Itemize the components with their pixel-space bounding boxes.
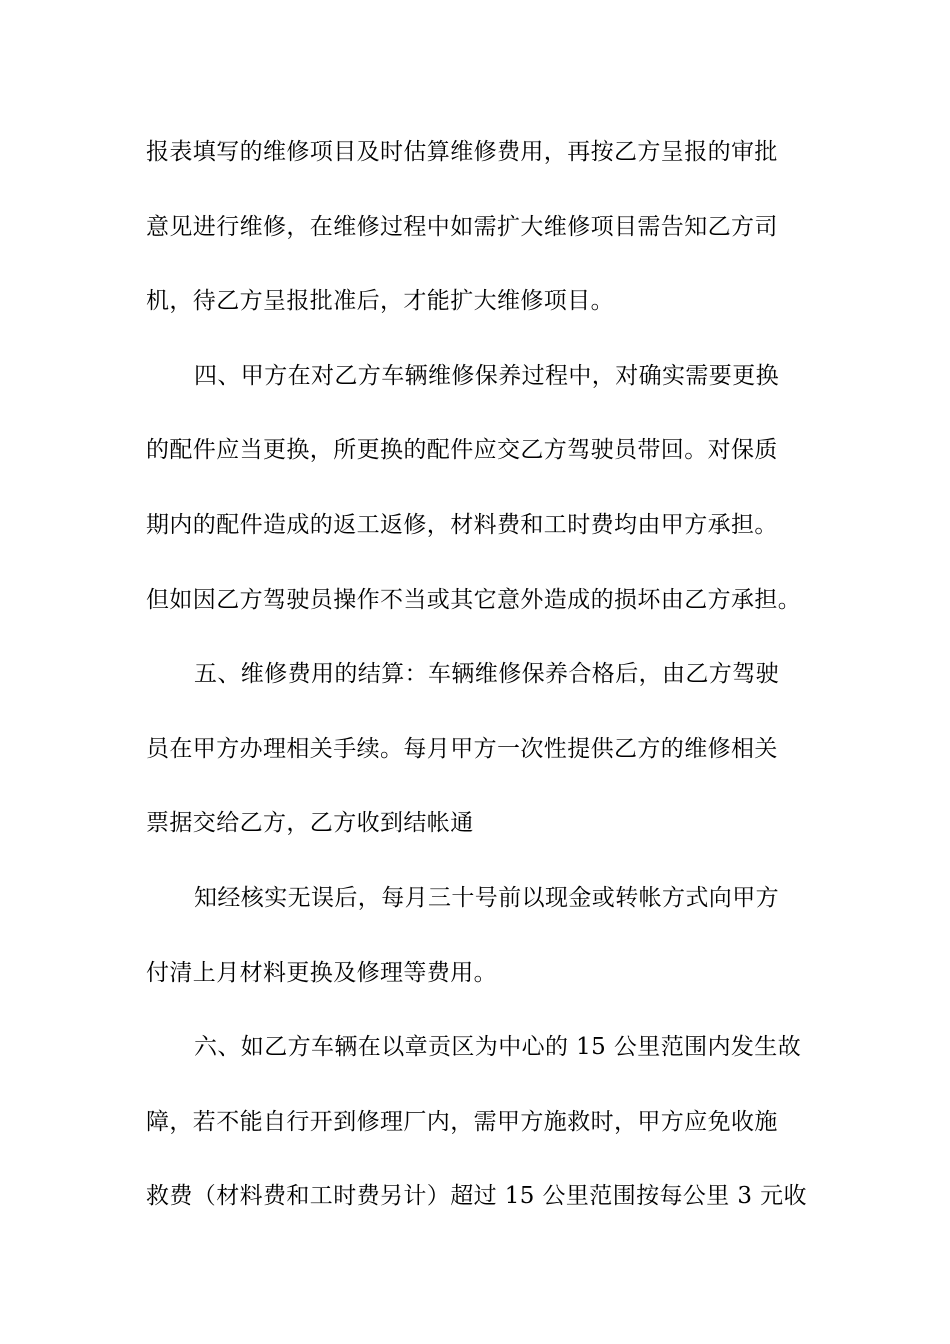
text-line-7: 但如因乙方驾驶员操作不当或其它意外造成的损坏由乙方承担。 xyxy=(146,586,802,613)
text-line-8: 五、维修费用的结算：车辆维修保养合格后，由乙方驾驶 xyxy=(194,661,779,688)
document-body xyxy=(146,128,808,1247)
text-line-6: 期内的配件造成的返工返修，材料费和工时费均由甲方承担。 xyxy=(146,511,778,538)
text-line-10: 票据交给乙方，乙方收到结帐通 xyxy=(146,810,474,837)
text-line-2: 意见进行维修，在维修过程中如需扩大维修项目需告知乙方司 xyxy=(146,213,778,240)
text-line-15: 救费（材料费和工时费另计）超过 15 公里范围按每公里 3 元收 xyxy=(146,1183,807,1210)
text-line-14: 障，若不能自行开到修理厂内，需甲方施救时，甲方应免收施 xyxy=(146,1108,778,1135)
text-line-5: 的配件应当更换，所更换的配件应交乙方驾驶员带回。对保质 xyxy=(146,437,778,464)
text-line-1: 报表填写的维修项目及时估算维修费用，再按乙方呈报的审批 xyxy=(146,139,778,165)
text-line-13: 六、如乙方车辆在以章贡区为中心的 15 公里范围内发生故 xyxy=(194,1034,802,1061)
text-line-4: 四、甲方在对乙方车辆维修保养过程中，对确实需要更换 xyxy=(194,362,779,389)
text-line-3: 机，待乙方呈报批准后，才能扩大维修项目。 xyxy=(146,288,614,315)
text-line-12: 付清上月材料更换及修理等费用。 xyxy=(146,959,497,986)
text-line-9: 员在甲方办理相关手续。每月甲方一次性提供乙方的维修相关 xyxy=(146,735,778,762)
text-line-11: 知经核实无误后，每月三十号前以现金或转帐方式向甲方 xyxy=(194,884,779,911)
